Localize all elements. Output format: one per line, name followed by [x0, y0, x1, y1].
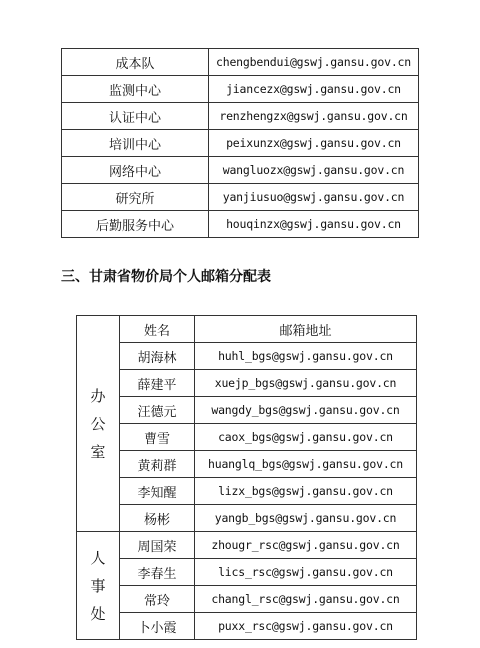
org-email: chengbendui@gswj.gansu.gov.cn	[209, 49, 419, 76]
org-name: 监测中心	[62, 76, 209, 103]
person-email: yangb_bgs@gswj.gansu.gov.cn	[195, 505, 417, 532]
table-row	[62, 157, 419, 184]
table-row	[62, 103, 419, 130]
org-name: 网络中心	[62, 157, 209, 184]
dept-cell	[77, 316, 120, 532]
person-email: puxx_rsc@gswj.gansu.gov.cn	[195, 613, 417, 640]
person-name: 薛建平	[120, 370, 195, 397]
dept-name: 办公室	[90, 386, 106, 461]
org-email: wangluozx@gswj.gansu.gov.cn	[209, 157, 419, 184]
table-header-row	[77, 316, 417, 343]
person-email: huhl_bgs@gswj.gansu.gov.cn	[195, 343, 417, 370]
table-row	[62, 76, 419, 103]
org-name: 研究所	[62, 184, 209, 211]
table-row	[77, 424, 417, 451]
org-email: peixunzx@gswj.gansu.gov.cn	[209, 130, 419, 157]
person-email: huanglq_bgs@gswj.gansu.gov.cn	[195, 451, 417, 478]
org-email: yanjiusuo@gswj.gansu.gov.cn	[209, 184, 419, 211]
table-row	[77, 451, 417, 478]
table-row	[77, 532, 417, 559]
table-row	[62, 211, 419, 238]
person-email: zhougr_rsc@gswj.gansu.gov.cn	[195, 532, 417, 559]
person-email: wangdy_bgs@gswj.gansu.gov.cn	[195, 397, 417, 424]
table-row	[77, 343, 417, 370]
org-name: 成本队	[62, 49, 209, 76]
person-email: lizx_bgs@gswj.gansu.gov.cn	[195, 478, 417, 505]
person-name: 卜小霞	[120, 613, 195, 640]
person-name: 曹雪	[120, 424, 195, 451]
org-email-table	[61, 48, 419, 238]
person-name: 周国荣	[120, 532, 195, 559]
table-row	[77, 559, 417, 586]
table-row	[77, 586, 417, 613]
table-row	[77, 613, 417, 640]
org-email: renzhengzx@gswj.gansu.gov.cn	[209, 103, 419, 130]
org-name: 后勤服务中心	[62, 211, 209, 238]
person-name: 李知醒	[120, 478, 195, 505]
person-email: lics_rsc@gswj.gansu.gov.cn	[195, 559, 417, 586]
table-row	[62, 130, 419, 157]
column-header-name: 姓名	[120, 316, 195, 343]
column-header-email: 邮箱地址	[195, 316, 417, 343]
table-row	[77, 478, 417, 505]
table-row	[77, 370, 417, 397]
dept-name: 人事处	[90, 548, 106, 623]
table-row	[77, 505, 417, 532]
person-name: 杨彬	[120, 505, 195, 532]
dept-cell	[77, 532, 120, 640]
table-row	[77, 397, 417, 424]
person-name: 常玲	[120, 586, 195, 613]
org-email: jiancezx@gswj.gansu.gov.cn	[209, 76, 419, 103]
org-name: 培训中心	[62, 130, 209, 157]
org-email: houqinzx@gswj.gansu.gov.cn	[209, 211, 419, 238]
personal-email-table	[76, 315, 417, 640]
person-name: 汪德元	[120, 397, 195, 424]
person-email: changl_rsc@gswj.gansu.gov.cn	[195, 586, 417, 613]
table-row	[62, 49, 419, 76]
table-row	[62, 184, 419, 211]
person-email: caox_bgs@gswj.gansu.gov.cn	[195, 424, 417, 451]
person-email: xuejp_bgs@gswj.gansu.gov.cn	[195, 370, 417, 397]
section-heading: 三、甘肃省物价局个人邮箱分配表	[61, 269, 271, 285]
person-name: 李春生	[120, 559, 195, 586]
org-name: 认证中心	[62, 103, 209, 130]
person-name: 黄莉群	[120, 451, 195, 478]
person-name: 胡海林	[120, 343, 195, 370]
